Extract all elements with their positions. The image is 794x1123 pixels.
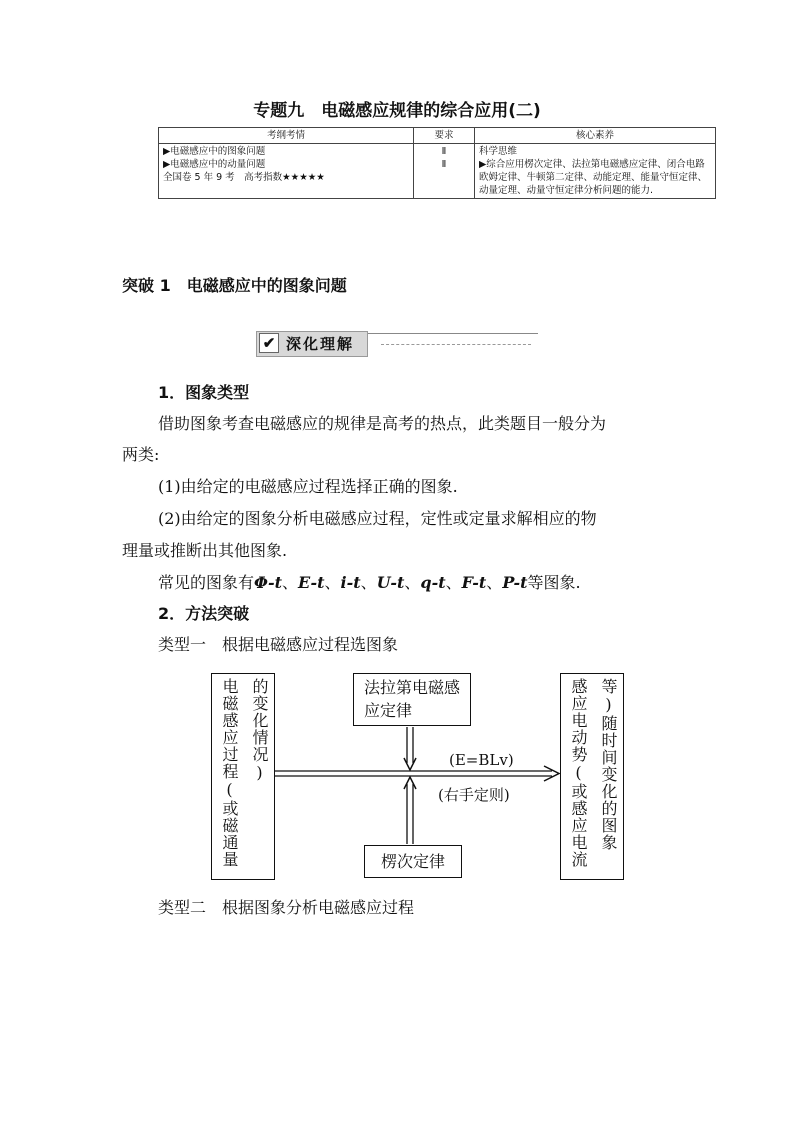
table-header: 核心素养 (475, 128, 716, 144)
process-text-col-b: 的变化情况) (250, 678, 269, 783)
up-arrow-head (404, 777, 416, 789)
down-arrow-head (404, 758, 416, 770)
table-header: 考纲考情 (159, 128, 414, 144)
separator: 、 (486, 573, 503, 592)
type2-title: 类型二 根据图象分析电磁感应过程 (158, 898, 415, 917)
sub-item-1: (1)由给定的电磁感应过程选择正确的图象. (158, 477, 458, 496)
flow-box-faraday (353, 673, 471, 726)
literacy-body: ▶综合应用楞次定律、法拉第电磁感应定律、闭合电路欧姆定律、牛顿第二定律、动能定理、能量守恒定律、动量定理、动量守恒定律分析问题的能力. (479, 159, 708, 196)
graph-type: F-t (461, 573, 487, 592)
faraday-text: 法拉第电磁感应定律 (364, 678, 461, 720)
checkmark-icon: ✔ (259, 333, 279, 353)
exam-item: ▶电磁感应中的图象问题 (163, 146, 266, 157)
page-title: 专题九 电磁感应规律的综合应用(二) (253, 101, 541, 121)
exam-item: 全国卷 5 年 9 考 高考指数★★★★★ (163, 172, 325, 183)
level-item: Ⅱ (441, 146, 447, 157)
separator: 、 (445, 573, 462, 592)
graph-type: E-t (298, 573, 325, 592)
main-arrow-head (544, 766, 559, 781)
exam-item: ▶电磁感应中的动量问题 (163, 159, 266, 170)
para1-line1: 借助图象考查电磁感应的规律是高考的热点，此类题目一般分为 (158, 414, 607, 433)
common-suffix: 等图象. (527, 573, 581, 592)
para1-line2: 两类: (122, 445, 160, 464)
sub-item-2-line2: 理量或推断出其他图象. (122, 541, 288, 560)
literacy-title: 科学思维 (479, 146, 518, 157)
separator: 、 (360, 573, 377, 592)
flow-box-lenz: 楞次定律 (364, 845, 462, 878)
graph-type: Φ-t (254, 573, 282, 592)
item2-title: 2．方法突破 (158, 604, 250, 623)
separator: 、 (281, 573, 298, 592)
graph-type: i-t (340, 573, 361, 592)
sub-item-2-line1: (2)由给定的图象分析电磁感应过程，定性或定量求解相应的物 (158, 509, 597, 528)
section-heading: 突破 1 电磁感应中的图象问题 (122, 276, 347, 295)
graph-type: P-t (502, 573, 528, 592)
process-text-col-a: 电磁感应过程(或磁通量 (220, 678, 239, 868)
graph-type: q-t (420, 573, 446, 592)
graph-text-col-a: 感应电动势(或感应电流 (569, 678, 588, 868)
flow-box-graph (560, 673, 624, 880)
level-item: Ⅱ (441, 159, 447, 170)
graph-text-col-b: 等)随时间变化的图象 (599, 678, 618, 851)
common-prefix: 常见的图象有 (158, 573, 255, 592)
banner-label: 深化理解 (286, 335, 355, 353)
flow-box-process (211, 673, 275, 880)
separator: 、 (404, 573, 421, 592)
separator: 、 (324, 573, 341, 592)
right-hand-rule-label: (右手定则) (438, 786, 510, 804)
item1-title: 1．图象类型 (158, 383, 250, 402)
emf-formula-label: (E=BLv) (449, 751, 514, 769)
graph-type: U-t (376, 573, 405, 592)
table-header: 要求 (414, 128, 475, 144)
type1-title: 类型一 根据电磁感应过程选图象 (158, 635, 399, 654)
